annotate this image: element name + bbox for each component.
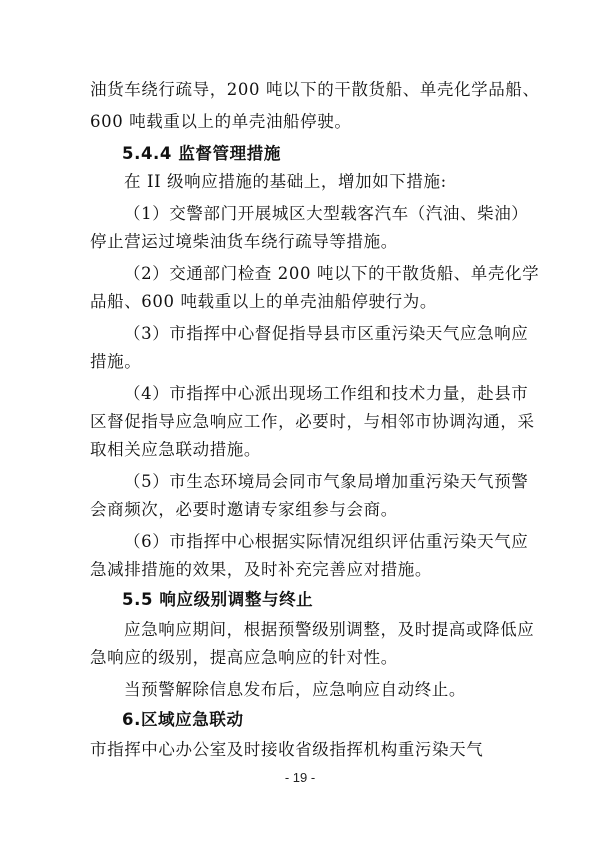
body-text-line: 区督促指导应急响应工作，必要时，与相邻市协调沟通，采 bbox=[90, 412, 535, 431]
section-heading-5-4-4: 5.4.4 监督管理措施 bbox=[122, 144, 281, 163]
body-text-line: 措施。 bbox=[90, 352, 142, 371]
list-item-2: （2）交通部门检查 200 吨以下的干散货船、单壳化学 bbox=[124, 264, 540, 283]
body-text-line: 取相关应急联动措施。 bbox=[90, 440, 261, 459]
body-text-line: 市指挥中心办公室及时接收省级指挥机构重污染天气 bbox=[90, 740, 484, 759]
body-text-line: 应急响应期间，根据预警级别调整，及时提高或降低应 bbox=[124, 620, 535, 639]
list-item-5: （5）市生态环境局会同市气象局增加重污染天气预警 bbox=[124, 472, 529, 491]
body-text-line: 急响应的级别，提高应急响应的针对性。 bbox=[90, 648, 398, 667]
body-text-line: 油货车绕行疏导，200 吨以下的干散货船、单壳化学品船、 bbox=[90, 80, 540, 99]
list-item-3: （3）市指挥中心督促指导县市区重污染天气应急响应 bbox=[124, 324, 529, 343]
body-text-line: 急减排措施的效果，及时补充完善应对措施。 bbox=[90, 560, 432, 579]
body-text-line: 当预警解除信息发布后，应急响应自动终止。 bbox=[124, 680, 466, 699]
list-item-4: （4）市指挥中心派出现场工作组和技术力量，赴县市 bbox=[124, 384, 529, 403]
list-item-6: （6）市指挥中心根据实际情况组织评估重污染天气应 bbox=[124, 532, 529, 551]
body-text-line: 在 II 级响应措施的基础上，增加如下措施: bbox=[124, 172, 447, 191]
page-number: - 19 - bbox=[284, 770, 316, 785]
body-text-line: 会商频次，必要时邀请专家组参与会商。 bbox=[90, 500, 398, 519]
list-item-1: （1）交警部门开展城区大型载客汽车（汽油、柴油） bbox=[124, 204, 529, 223]
body-text-line: 600 吨载重以上的单壳油船停驶。 bbox=[90, 112, 352, 131]
section-heading-5-5: 5.5 响应级别调整与终止 bbox=[122, 590, 314, 609]
body-text-line: 品船、600 吨载重以上的单壳油船停驶行为。 bbox=[90, 292, 437, 311]
body-text-line: 停止营运过境柴油货车绕行疏导等措施。 bbox=[90, 232, 398, 251]
section-heading-6: 6.区域应急联动 bbox=[122, 710, 244, 729]
